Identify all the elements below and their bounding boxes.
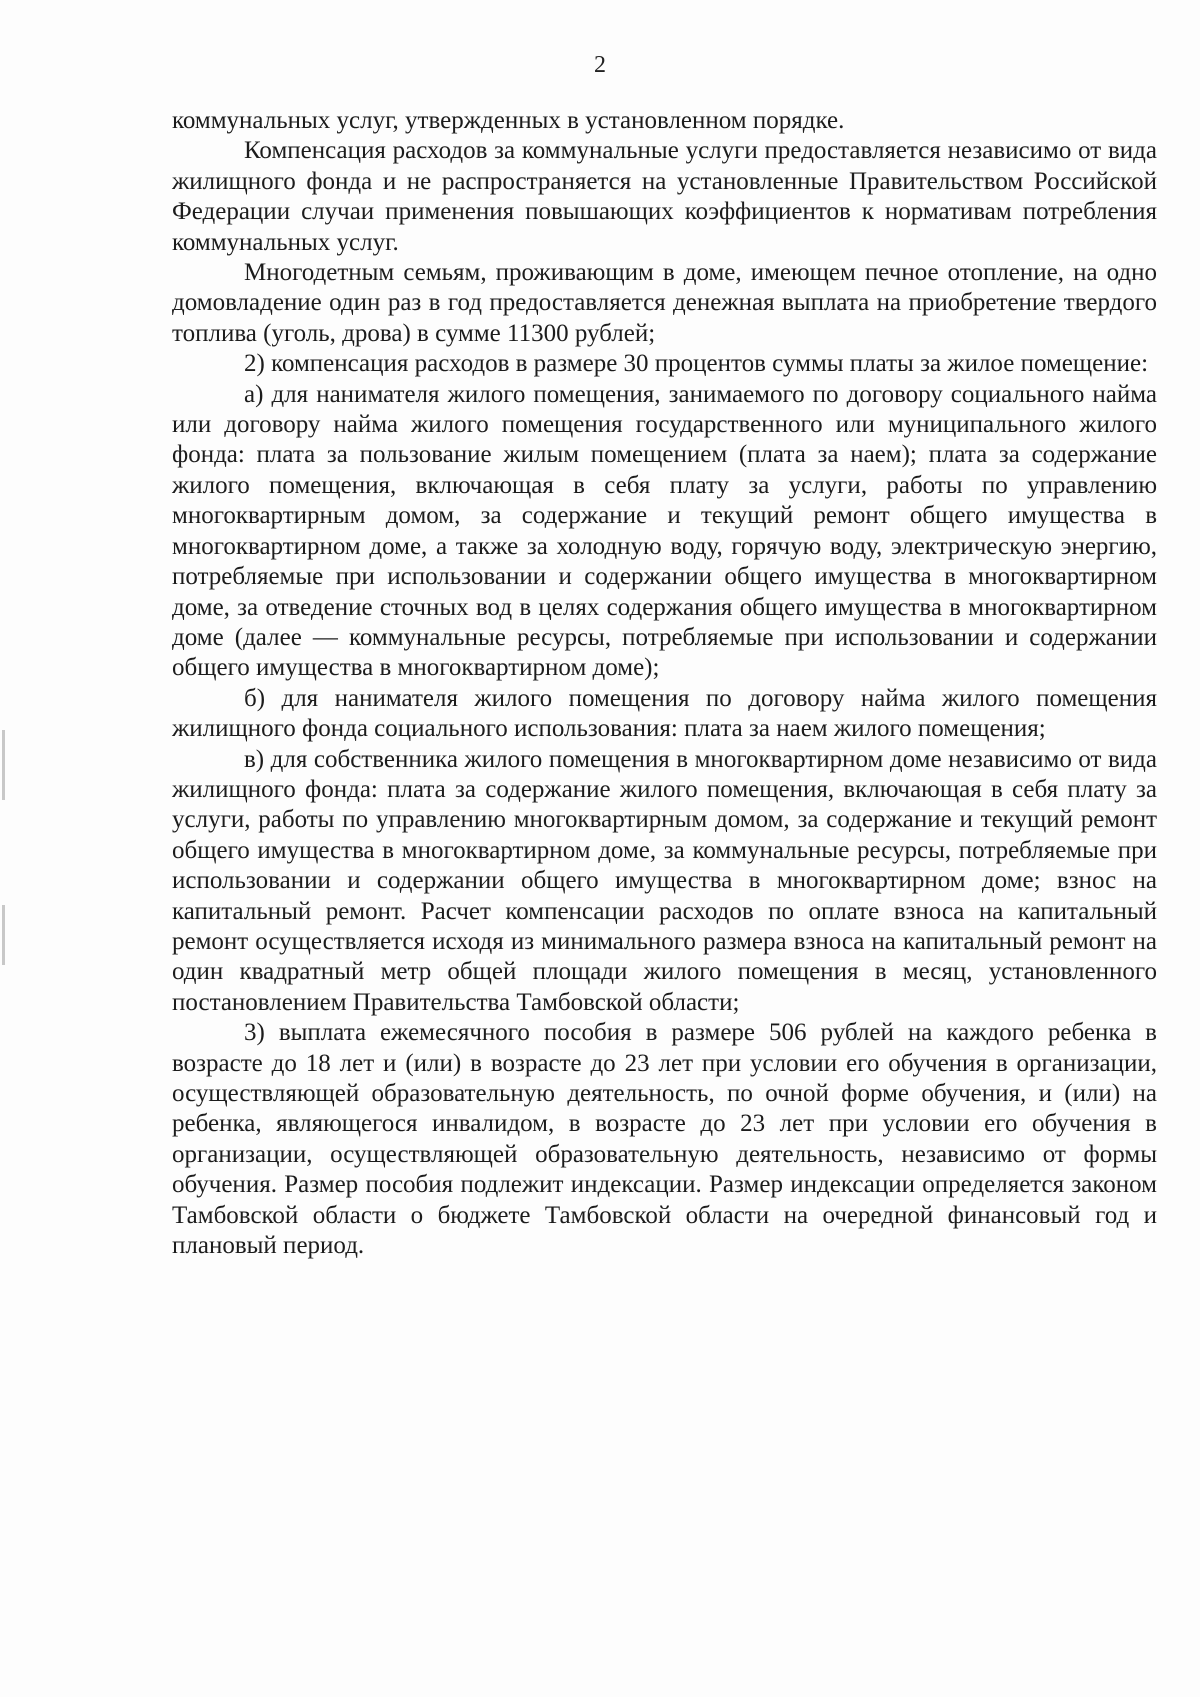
paragraph: а) для нанимателя жилого помещения, занимаемого по договору социального найма или договору найма жилого помещения государственного или муниципального жилого фонда: плата за пользование жилым помещением (плата за наем); плата за содержание жилого помещения, включающая в себя плату за услуги, работы по управлению многоквартирным домом, за содержание и текущий ремонт общего имущества в многоквартирном доме, а также за холодную воду, горячую воду, электрическую энергию, потребляемые при использовании и содержании общего имущества в многоквартирном доме, за отведение сточных вод в целях содержания общего имущества в многоквартирном доме (далее — коммунальные ресурсы, потребляемые при использовании и содержании общего имущества в многоквартирном доме); (172, 380, 1157, 682)
scan-margin-mark (2, 730, 5, 800)
paragraph: коммунальных услуг, утвержденных в установленном порядке. (172, 107, 845, 134)
paragraph: Многодетным семьям, проживающим в доме, имеющем печное отопление, на одно домовладение один раз в год предоставляется денежная выплата на приобретение твердого топлива (уголь, дрова) в сумме 11300 рублей; (172, 259, 1157, 347)
paragraph: Компенсация расходов за коммунальные услуги предоставляется независимо от вида жилищного фонда и не распространяется на установленные Правительством Российской Федерации случаи применения повышающих коэффициентов к нормативам потребления коммунальных услуг. (172, 137, 1157, 256)
scan-margin-mark (2, 905, 5, 965)
paragraph: в) для собственника жилого помещения в многоквартирном доме независимо от вида жилищного фонда: плата за содержание жилого помещения, включающая в себя плату за услуги, работы по управлению многоквартирным домом, за содержание и текущий ремонт общего имущества в многоквартирном доме, за коммунальные ресурсы, потребляемые при использовании и содержании общего имущества в многоквартирном доме; взнос на капитальный ремонт. Расчет компенсации расходов по оплате взноса на капитальный ремонт осуществляется исходя из минимального размера взноса на капитальный ремонт на один квадратный метр общей площади жилого помещения в месяц, установленного постановлением Правительства Тамбовской области; (172, 745, 1157, 1016)
paragraph: 2) компенсация расходов в размере 30 процентов суммы платы за жилое помещение: (244, 350, 1149, 378)
page-number: 2 (594, 52, 606, 78)
paragraph: 3) выплата ежемесячного пособия в размере 506 рублей на каждого ребенка в возрасте до 18 лет и (или) в возрасте до 23 лет при условии его обучения в организации, осуществляющей образовательную деятельность, по очной форме обучения, и (или) на ребенка, являющегося инвалидом, в возрасте до 23 лет при условии его обучения в организации, осуществляющей образовательную деятельность, независимо от формы обучения. Размер пособия подлежит индексации. Размер индексации определяется законом Тамбовской области о бюджете Тамбовской области на очередной финансовый год и плановый период. (172, 1019, 1157, 1260)
paragraph: б) для нанимателя жилого помещения по договору найма жилого помещения жилищного фонда социального использования: плата за наем жилого помещения; (172, 684, 1157, 743)
document-body (172, 106, 1157, 1261)
